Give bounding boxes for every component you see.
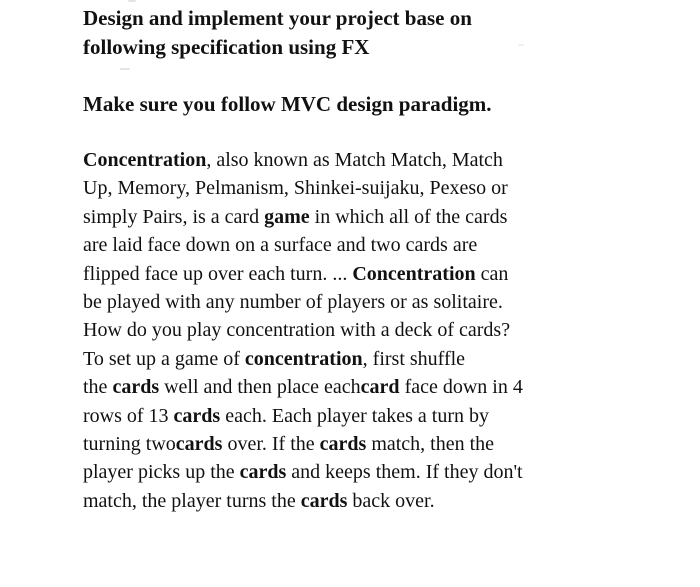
body-text-run: in which all of the cards <box>309 205 508 228</box>
body-line-8 <box>83 345 643 373</box>
keyword-bold: cards <box>173 404 221 427</box>
keyword-bold: concentration <box>244 347 363 370</box>
body-text-run: can <box>475 262 509 285</box>
keyword-bold: Concentration <box>83 149 207 171</box>
body-text-run: player picks up the <box>83 461 240 484</box>
body-text-run: simply Pairs, is a card <box>83 205 265 228</box>
body-line-4 <box>83 231 643 259</box>
body-text-run: How do you play concentration with a deck of cards? <box>83 319 511 342</box>
concentration-description <box>83 146 643 515</box>
body-line-5 <box>83 260 643 288</box>
body-text-run: match, then the <box>366 433 495 456</box>
body-text-run: , first shuffle <box>362 347 466 370</box>
body-line-13 <box>83 487 643 515</box>
body-line-3 <box>83 203 643 231</box>
scan-artifact-top <box>128 0 136 2</box>
body-text-run: and keeps them. If they don't <box>286 461 523 484</box>
body-text-run: back over. <box>347 489 435 512</box>
body-text-run: To set up a game of <box>83 347 245 370</box>
body-text-run: the <box>83 376 113 399</box>
body-line-9 <box>83 373 643 401</box>
body-line-2 <box>83 174 643 202</box>
keyword-bold: cards <box>112 376 160 399</box>
body-text-run: , also known as Match Match, Match <box>206 149 503 171</box>
body-text-run: well and then place each <box>159 376 361 399</box>
body-text-run: face down in 4 <box>399 376 523 399</box>
heading-line-1: Design and implement your project base on <box>83 6 472 30</box>
keyword-bold: game <box>264 205 310 228</box>
body-line-1 <box>83 146 643 174</box>
body-line-11 <box>83 430 643 458</box>
body-text-run: Up, Memory, Pelmanism, Shinkei-suijaku, Pexeso or <box>83 177 508 200</box>
body-text-run: turning two <box>83 433 176 456</box>
heading-line-2: following specification using FX <box>83 35 370 59</box>
keyword-bold: cards <box>300 489 348 512</box>
body-line-10 <box>83 402 643 430</box>
keyword-bold: cards <box>319 433 367 456</box>
body-line-7 <box>83 316 643 344</box>
scan-artifact-mid <box>120 68 130 70</box>
body-text-run: match, the player turns the <box>83 489 301 512</box>
keyword-bold: Concentration <box>352 262 476 285</box>
body-line-12 <box>83 458 643 486</box>
document-heading <box>83 4 643 62</box>
keyword-bold: cards <box>175 433 223 456</box>
body-text-run: be played with any number of players or as solitaire. <box>83 291 503 314</box>
body-text-run: rows of 13 <box>83 404 174 427</box>
body-text-run: each. Each player takes a turn by <box>220 404 489 427</box>
keyword-bold: cards <box>239 461 287 484</box>
keyword-bold: card <box>360 376 400 399</box>
body-text-run: over. If the <box>222 433 320 456</box>
body-text-run: are laid face down on a surface and two cards are <box>83 234 478 257</box>
mvc-requirement: Make sure you follow MVC design paradigm. <box>83 92 492 116</box>
body-line-6 <box>83 288 643 316</box>
body-text-run: flipped face up over each turn. ... <box>83 262 353 285</box>
document-page <box>83 4 643 512</box>
